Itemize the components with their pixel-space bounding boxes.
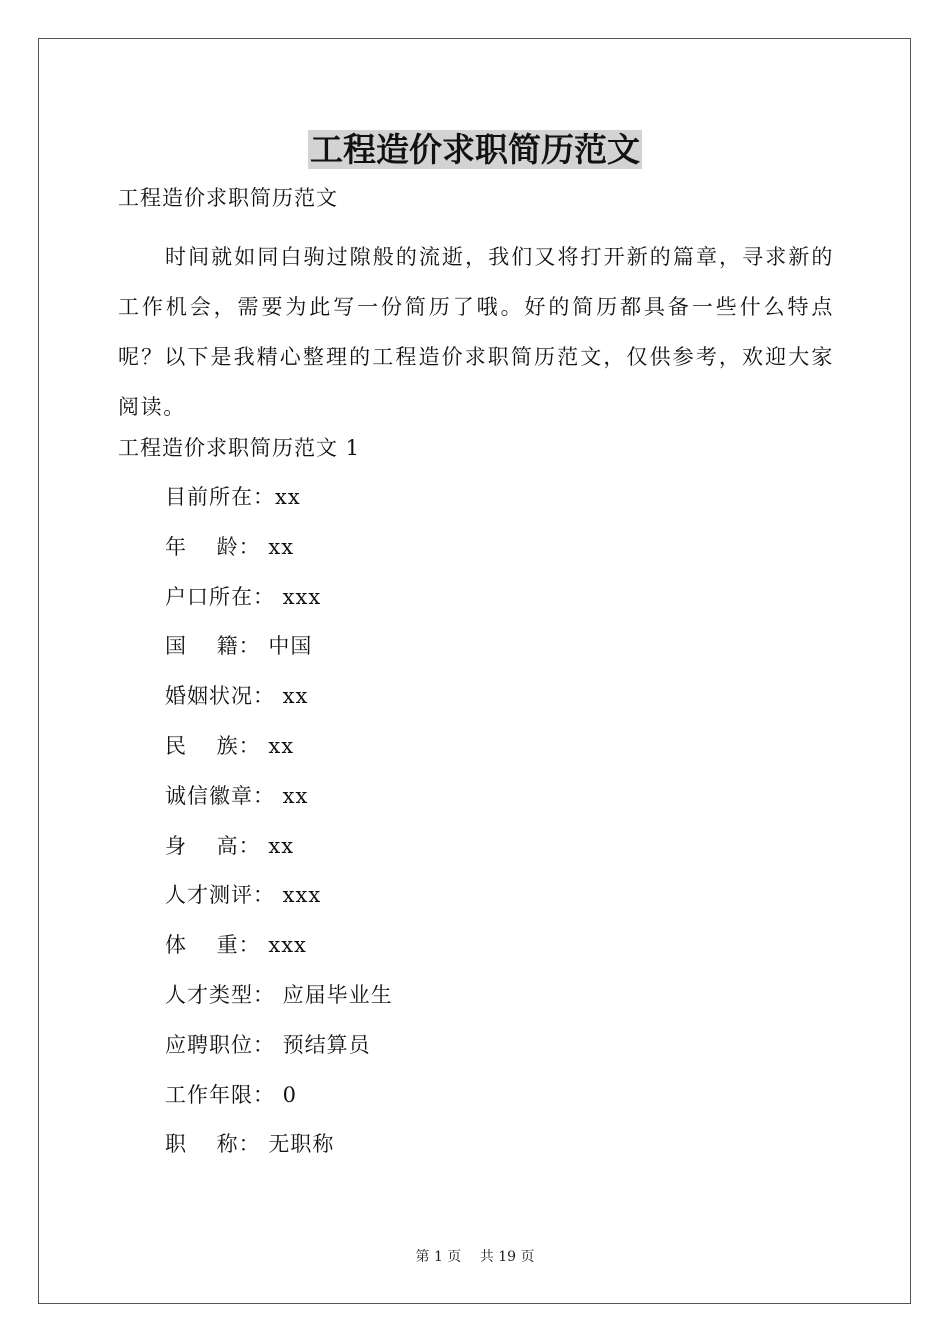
field-current-location [165,482,393,532]
field-weight [165,930,393,980]
field-label: 户口所在： [165,584,275,609]
field-value: xx [275,783,309,808]
field-value: 0 [275,1082,298,1107]
field-value: xxx [260,933,307,958]
field-marital-status [165,681,393,731]
field-label: 人才类型： [165,982,275,1007]
page-footer [0,1247,950,1267]
field-talent-assessment [165,880,393,930]
field-professional-title [165,1129,393,1179]
field-label: 身 高： [165,833,261,858]
field-applied-position [165,1030,393,1080]
field-hukou [165,582,393,632]
field-label: 体 重： [165,933,261,958]
field-label: 诚信徽章： [165,783,275,808]
field-work-years [165,1080,393,1130]
document-subtitle: 工程造价求职简历范文 [118,186,338,210]
field-value: 预结算员 [275,1032,371,1057]
document-title-text: 工程造价求职简历范文 [310,130,640,169]
field-value: 中国 [260,634,313,659]
section-title: 工程造价求职简历范文 1 [118,436,361,460]
field-age [165,532,393,582]
resume-field-list [165,482,393,1179]
field-label: 工作年限： [165,1082,275,1107]
field-ethnicity [165,731,393,781]
field-label: 应聘职位： [165,1032,275,1057]
field-value: xx [260,733,295,758]
field-value: xx [275,485,301,509]
field-height [165,831,393,881]
field-value: xxx [275,883,322,908]
field-value: xx [260,534,295,559]
field-value: xxx [275,584,322,609]
field-value: 应届毕业生 [275,982,393,1007]
field-label: 婚姻状况： [165,684,275,709]
field-value: xx [275,684,309,709]
field-label: 人才测评： [165,883,275,908]
page-number: 第 1 页 [415,1249,462,1265]
field-value: xx [260,833,295,858]
field-label: 国 籍： [165,634,261,659]
page-total: 共 19 页 [479,1249,535,1265]
field-credit-badge [165,781,393,831]
field-label: 民 族： [165,733,261,758]
field-nationality [165,631,393,681]
field-label: 年 龄： [165,534,261,559]
field-value: 无职称 [260,1132,335,1157]
document-title [0,128,950,172]
intro-paragraph: 时间就如同白驹过隙般的流逝，我们又将打开新的篇章，寻求新的工作机会，需要为此写一份简历了哦。好的简历都具备一些什么特点呢？以下是我精心整理的工程造价求职简历范文，仅供参考，欢迎大家阅读。 [118,245,834,419]
field-label: 目前所在： [165,485,275,509]
field-label: 职 称： [165,1132,261,1157]
field-talent-type [165,980,393,1030]
